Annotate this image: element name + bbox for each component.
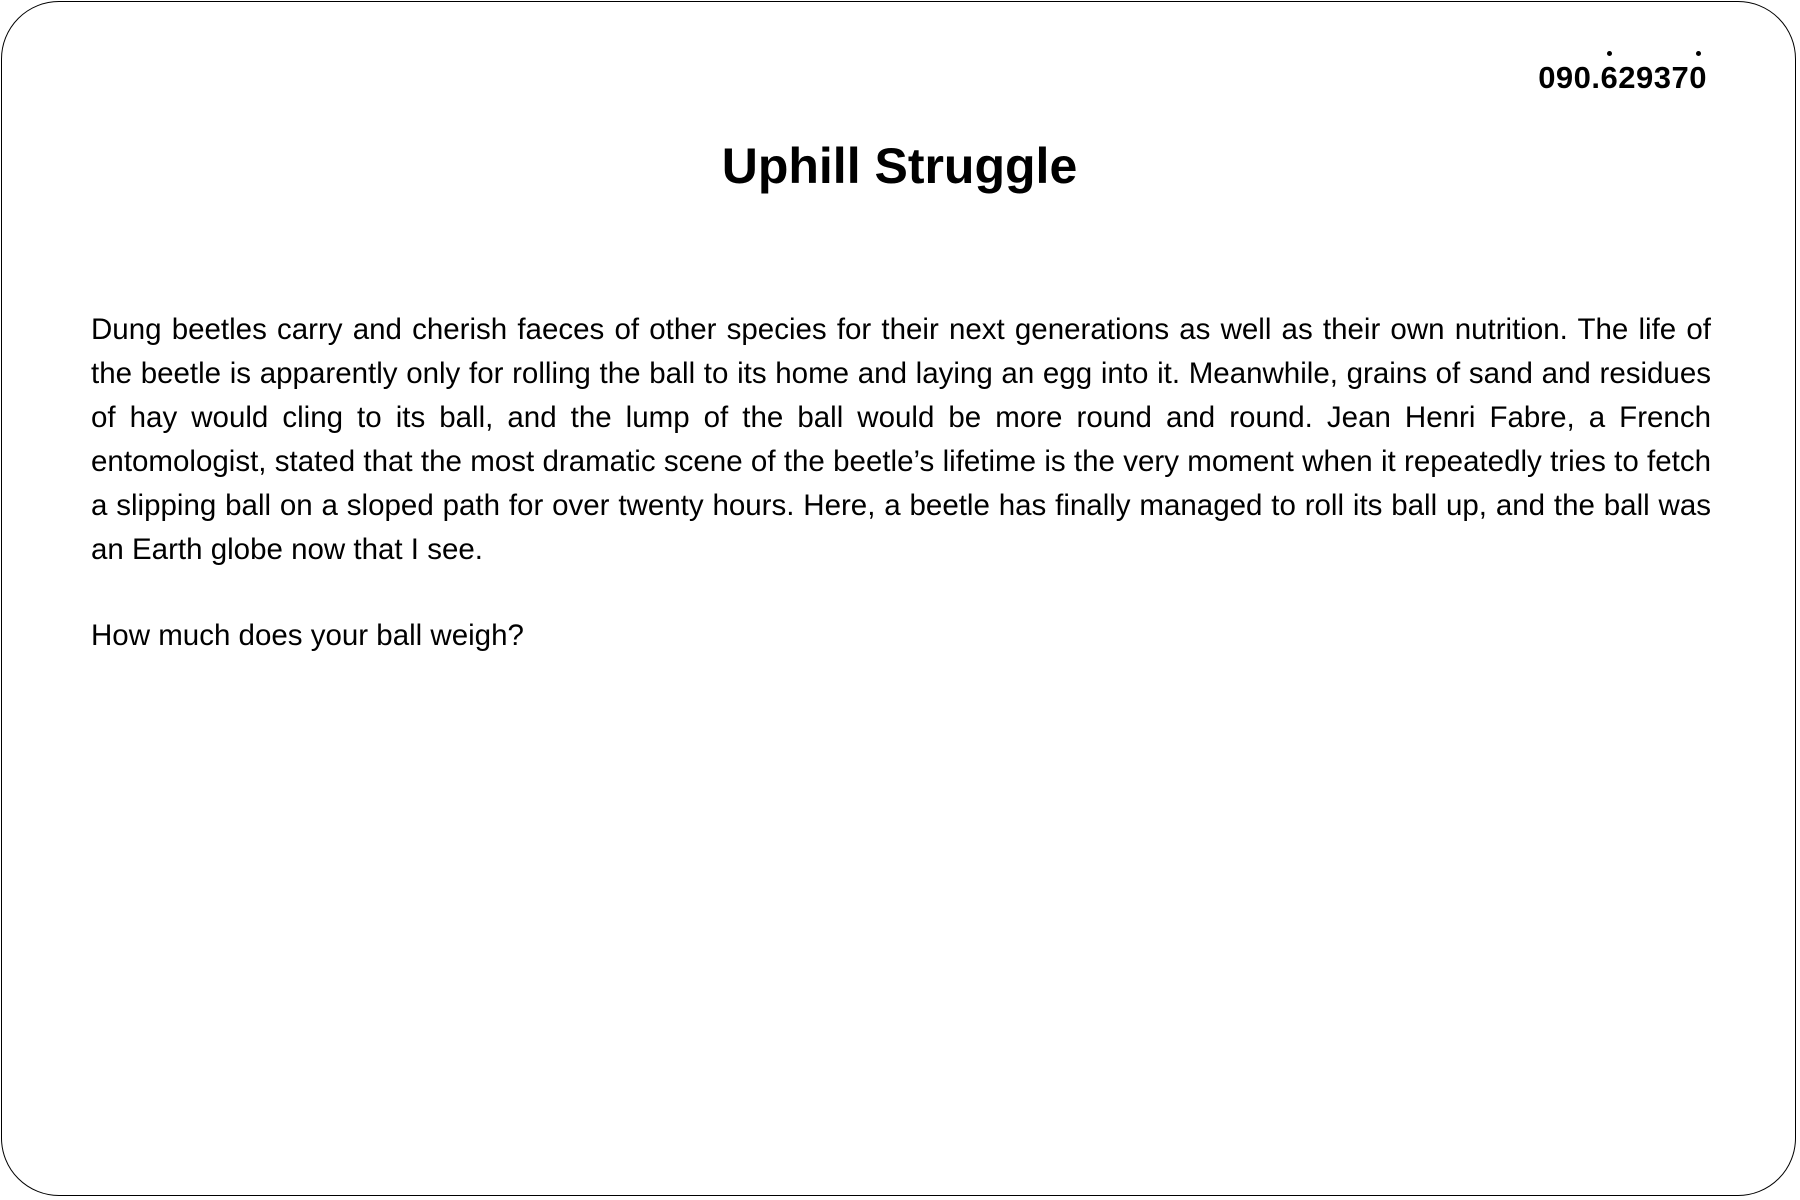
code-last-dotted-digit: [1689, 60, 1707, 96]
card: [1, 1, 1796, 1196]
code-last-dotted-digit-value: 0: [1689, 60, 1707, 95]
card-question: How much does your ball weigh?: [91, 619, 524, 652]
card-code: [1538, 60, 1707, 96]
card-paragraph: Dung beetles carry and cherish faeces of other species for their next generations as well as their own nutrition. The life of the beetle is apparently only for rolling the ball to its home and laying an egg into it. Meanwhile, grains of sand and residues of hay would cling to its ball, and the lump of the ball would be more round and round. Jean Henri Fabre, a French entomologist, stated that the most dramatic scene of the beetle’s lifetime is the very moment when it repeatedly tries to fetch a slipping ball on a sloped path for over twenty hours. Here, a beetle has finally managed to roll its ball up, and the ball was an Earth globe now that I see.: [91, 313, 1711, 566]
repeating-dot-mark: [1607, 51, 1612, 56]
card-title: Uphill Struggle: [721, 138, 1078, 194]
code-dotted-digit-value: 6: [1600, 60, 1619, 95]
code-middle: 2937: [1618, 60, 1690, 95]
repeating-dot-mark: [1696, 51, 1701, 56]
code-dotted-digit: [1601, 60, 1619, 96]
code-prefix: 090.: [1538, 60, 1601, 95]
